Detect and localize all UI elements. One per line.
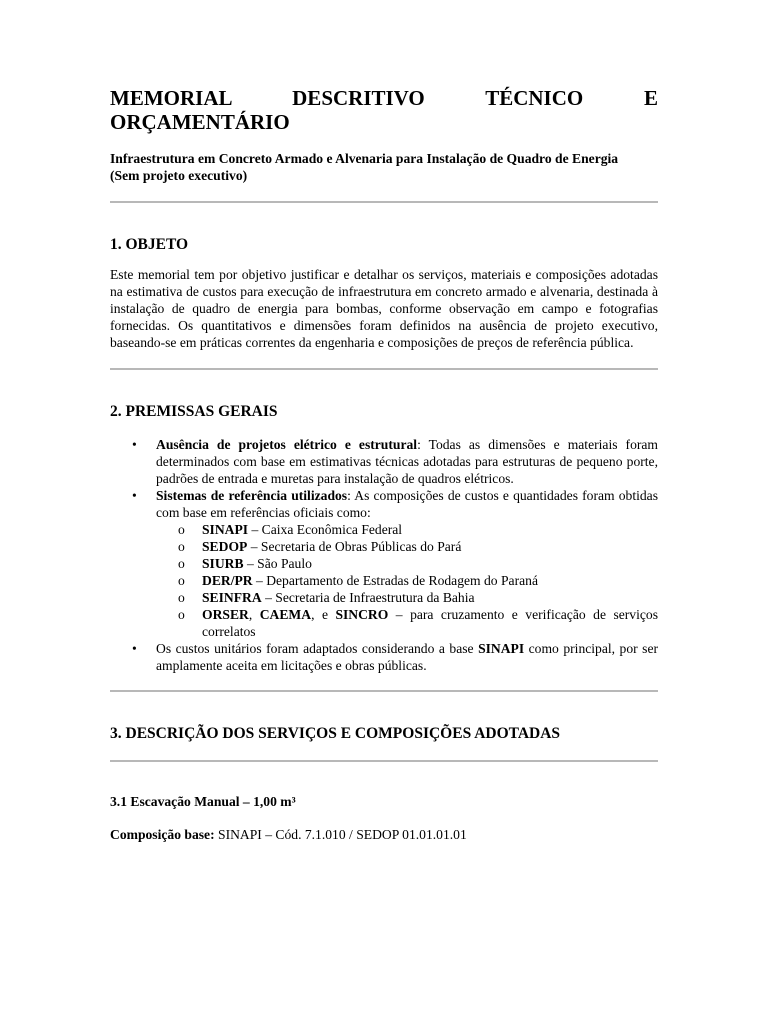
circle-bullet-icon: o [178,539,185,554]
title-word: TÉCNICO [485,86,584,110]
circle-bullet-icon: o [178,556,185,571]
document-title [110,86,658,134]
section-1-body: Este memorial tem por objetivo justificar e detalhar os serviços, materiais e composições adotadas na estimativa de custos para execução de infraestrutura em concreto armado e alvenaria, destinada à instalação de quadro de energia para bombas, conforme observação em campo e fotografias fornecidas. Os quantitativos e dimensões foram definidos na ausência de projeto executivo, baseando-se em práticas correntes da engenharia e composições de preços de referência pública. [110,267,658,350]
bullet-icon: • [132,437,137,452]
composition-label: Composição base: [110,827,215,842]
reference-list [156,521,658,640]
list-item [110,487,658,640]
composition-line [110,826,658,843]
divider [110,760,658,762]
ref-sep: , e [311,607,336,622]
ref-name: CAEMA [259,607,312,622]
divider [110,368,658,370]
item-text: como principal, por ser amplamente aceita em licitações e obras públicas. [156,641,659,673]
sub-list-item [156,589,658,606]
subsection-heading [110,793,658,810]
sub-list-item [156,521,658,538]
ref-desc: – Caixa Econômica Federal [248,522,403,537]
circle-bullet-icon: o [178,590,185,605]
ref-sep: , [248,607,260,622]
ref-name: DER/PR [202,573,253,588]
ref-name: SEDOP [202,539,248,554]
ref-name: SIURB [202,556,244,571]
sub-list-item [156,572,658,589]
ref-name: SINAPI [202,522,249,537]
section-1-heading: 1. OBJETO [110,236,189,253]
title-word: MEMORIAL [110,86,232,110]
item-bold: Sistemas de referência utilizados [156,488,348,503]
subtitle-line-2: (Sem projeto executivo) [110,168,248,183]
item-text: : As composições de custos e quantidades foram obtidas com base em referências oficiais como: [156,488,658,520]
composition-value: SINAPI – Cód. 7.1.010 / SEDOP 01.01.01.01 [214,827,467,842]
ref-desc: – Secretaria de Obras Públicas do Pará [247,539,462,554]
list-item [110,436,658,487]
ref-name: SEINFRA [202,590,262,605]
section-2-heading: 2. PREMISSAS GERAIS [110,403,278,420]
divider [110,690,658,692]
ref-desc: – Departamento de Estradas de Rodagem do Paraná [252,573,538,588]
sub-list-item [156,555,658,572]
ref-desc: – Secretaria de Infraestrutura da Bahia [261,590,475,605]
divider [110,201,658,203]
title-word: DESCRITIVO [292,86,425,110]
premises-list [110,436,658,674]
sub-list-item [156,538,658,555]
item-text: : Todas as dimensões e materiais foram determinados com base em estimativas técnicas adotadas para estruturas de pequeno porte, padrões de entrada e muretas para instalação de quadros elétricos. [156,437,658,486]
ref-name: ORSER [202,607,249,622]
title-line-2: ORÇAMENTÁRIO [110,110,290,134]
title-word: E [644,86,659,110]
sub-list-item [156,606,658,640]
item-bold: SINAPI [478,641,525,656]
bullet-icon: • [132,488,137,503]
bullet-icon: • [132,641,137,656]
section-3-heading: 3. DESCRIÇÃO DOS SERVIÇOS E COMPOSIÇÕES ADOTADAS [110,725,561,742]
item-bold: Ausência de projetos elétrico e estrutural [156,437,418,452]
ref-desc: – São Paulo [243,556,312,571]
ref-desc: – para cruzamento e verificação de serviços correlatos [202,607,658,639]
document-page [110,86,658,843]
ref-name: SINCRO [335,607,389,622]
circle-bullet-icon: o [178,607,185,622]
subtitle-line-1: Infraestrutura em Concreto Armado e Alvenaria para Instalação de Quadro de Energia [110,151,619,166]
circle-bullet-icon: o [178,573,185,588]
circle-bullet-icon: o [178,522,185,537]
document-subtitle [110,150,658,184]
subsection-title: 3.1 Escavação Manual – 1,00 m³ [110,794,296,809]
item-text: Os custos unitários foram adaptados considerando a base [156,641,479,656]
list-item [110,640,658,674]
